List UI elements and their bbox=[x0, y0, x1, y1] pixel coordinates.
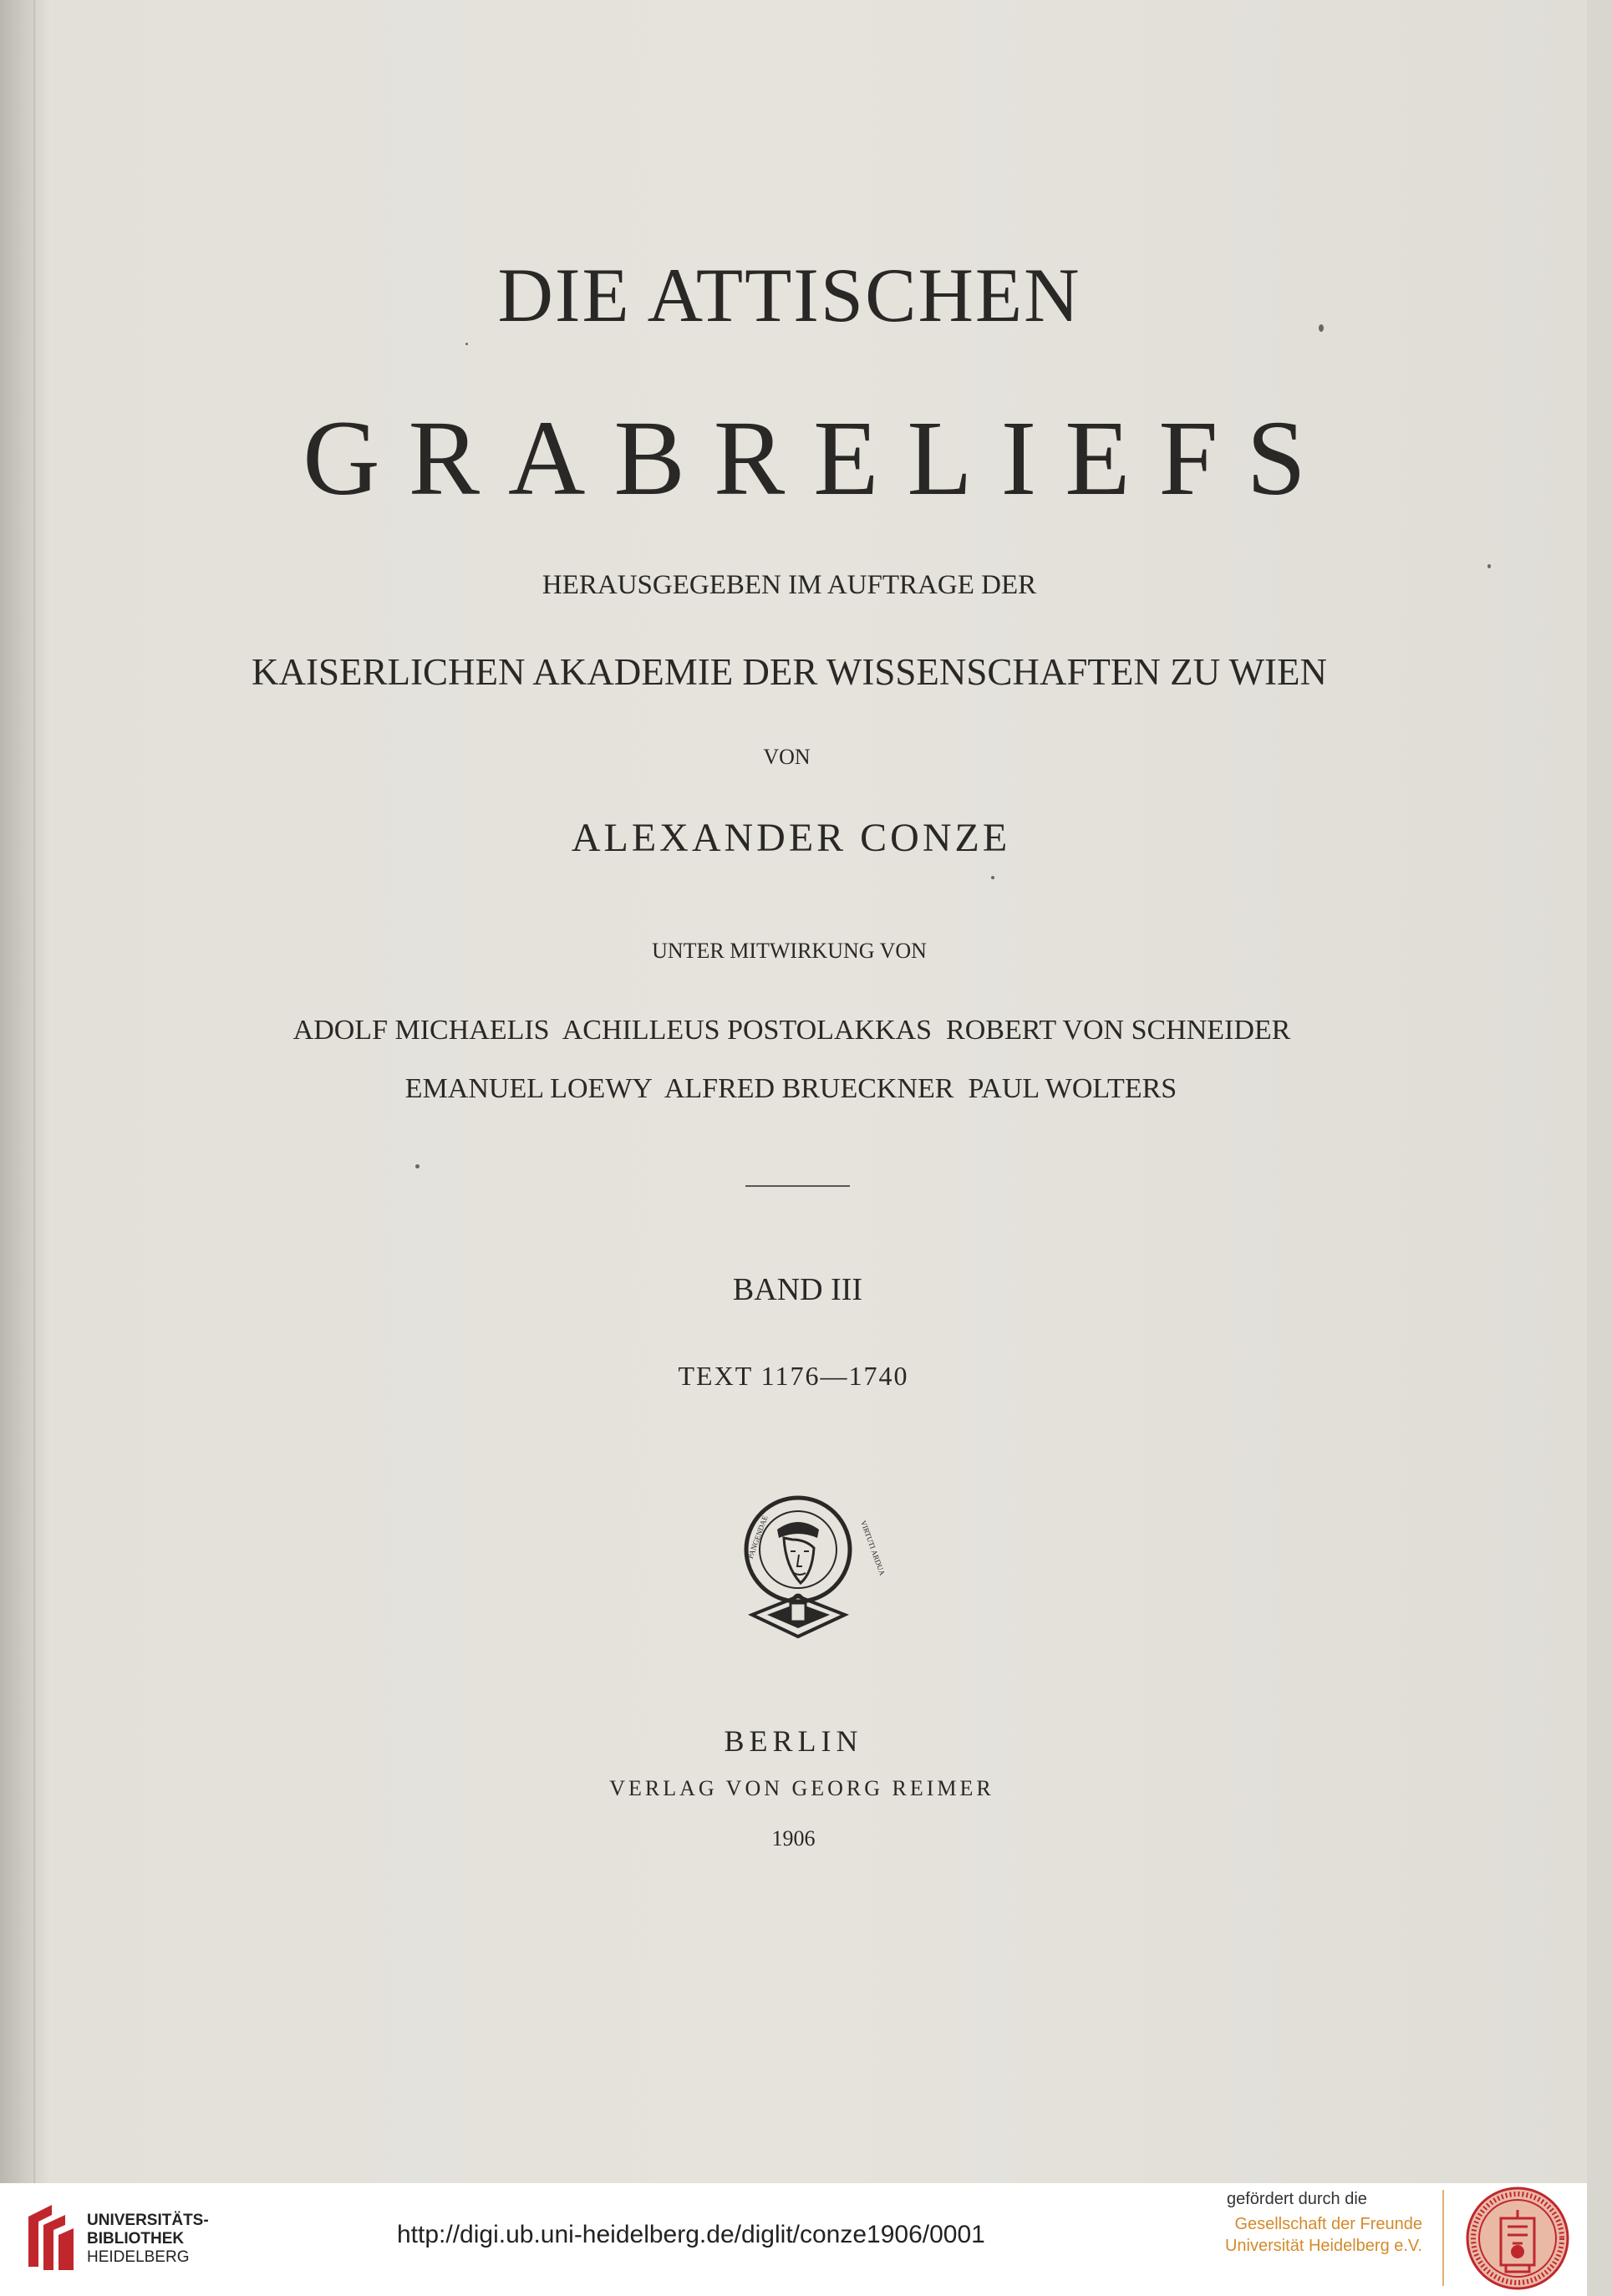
imprint-year: 1906 bbox=[771, 1826, 816, 1851]
title-line-2: GRABRELIEFS bbox=[303, 399, 1335, 517]
library-logo-icon bbox=[23, 2200, 77, 2272]
collaborators-line-2: EMANUEL LOEWY ALFRED BRUECKNER PAUL WOLTERS bbox=[404, 1073, 1177, 1104]
publisher-device-icon bbox=[725, 1489, 887, 1652]
library-name-line-3: HEIDELBERG bbox=[87, 2248, 190, 2266]
issued-by-line: HERAUSGEGEBEN IM AUFTRAGE DER bbox=[542, 570, 1037, 600]
collaboration-lead: UNTER MITWIRKUNG VON bbox=[652, 939, 927, 963]
author-name: ALEXANDER CONZE bbox=[571, 816, 1011, 860]
sponsor-name bbox=[1224, 2213, 1422, 2257]
library-name bbox=[87, 2212, 209, 2267]
sponsor-name-line-2: Universität Heidelberg e.V. bbox=[1224, 2237, 1422, 2255]
university-seal-icon bbox=[1464, 2185, 1571, 2292]
section-divider bbox=[745, 1185, 850, 1187]
permalink-url[interactable]: http://digi.ub.uni-heidelberg.de/diglit/conze1906/0001 bbox=[397, 2221, 985, 2248]
imprint-publisher: VERLAG VON GEORG REIMER bbox=[609, 1776, 994, 1800]
sponsor-lead-text: gefördert durch die bbox=[1227, 2190, 1367, 2208]
motto-left-text: PANGENDAE bbox=[745, 1514, 770, 1560]
title-line-1: DIE ATTISCHEN bbox=[497, 252, 1081, 338]
sponsor-divider bbox=[1442, 2190, 1444, 2286]
paper-speck bbox=[465, 343, 468, 345]
imprint-city: BERLIN bbox=[724, 1724, 863, 1758]
library-name-line-2: BIBLIOTHEK bbox=[87, 2230, 185, 2248]
paper-speck bbox=[1487, 564, 1491, 568]
von-line: VON bbox=[763, 745, 811, 769]
collaborators-line-1: ADOLF MICHAELIS ACHILLEUS POSTOLAKKAS ROBERT VON SCHNEIDER bbox=[292, 1015, 1291, 1046]
sponsor-name-line-1: Gesellschaft der Freunde bbox=[1234, 2215, 1422, 2233]
paper-speck bbox=[1319, 324, 1324, 332]
academy-line: KAISERLICHEN AKADEMIE DER WISSENSCHAFTEN ZU WIEN bbox=[251, 651, 1328, 693]
volume-label: BAND III bbox=[732, 1272, 863, 1307]
motto-right-text: VIRTUTI ARDUA bbox=[858, 1519, 887, 1577]
paper-speck bbox=[415, 1164, 420, 1168]
library-name-line-1: UNIVERSITÄTS- bbox=[87, 2212, 209, 2229]
text-range-label: TEXT 1176—1740 bbox=[678, 1361, 909, 1391]
paper-speck bbox=[991, 876, 994, 879]
